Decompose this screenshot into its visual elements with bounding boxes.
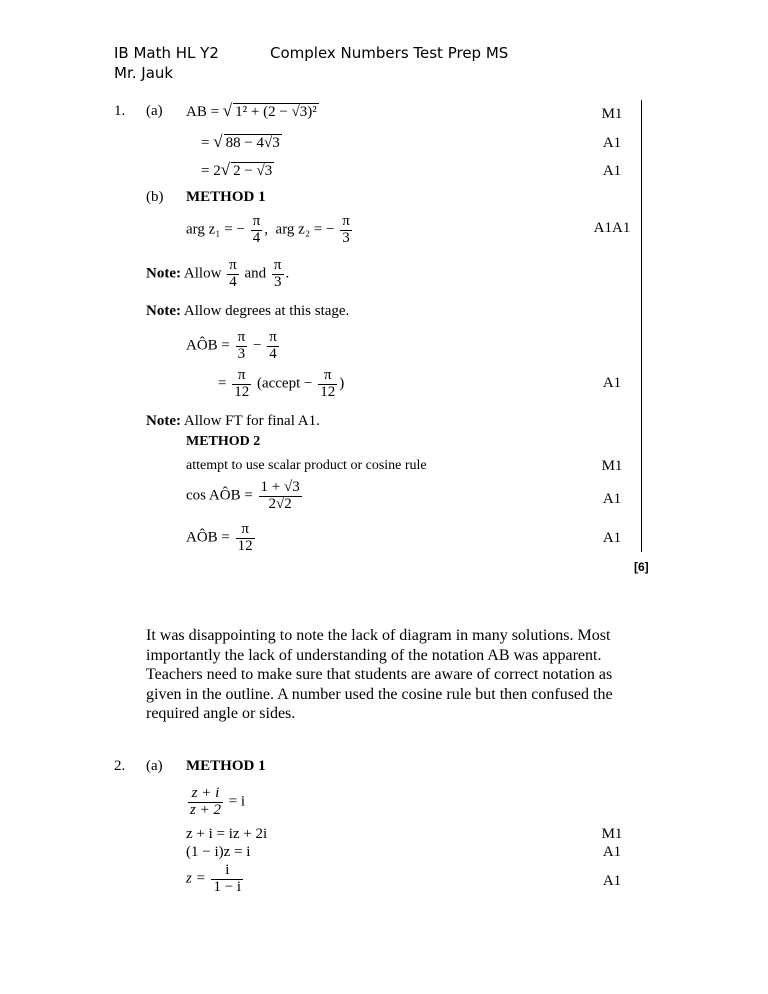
aob-final: AÔB = $\frac{\pi}{12}$ [186, 521, 253, 554]
method-2-step-1: attempt to use scalar product or cosine rule [186, 458, 427, 473]
mark-a-3: A1 [602, 163, 622, 179]
mark-m2-3: A1 [602, 530, 622, 546]
q2-step-3: (1 − i)z = i [186, 844, 251, 860]
q2-equation: $\frac{z + i}{z + 2}$ = i [190, 785, 246, 818]
q2-mark-1: M1 [601, 826, 623, 842]
method-1-heading: METHOD 1 [186, 189, 266, 205]
note-3: Note: Allow FT for final A1. [146, 413, 320, 429]
part-b-label: (b) [146, 189, 164, 205]
examiner-comment: It was disappointing to note the lack of diagram in many solutions. Most importantly the lack of understanding of the notation AB was apparent. Teachers need to make sure that students are aware of correct notation as given in the outline. A number used the cosine rule but then confused the required angle or sides. [146, 627, 613, 722]
aob-equation: AÔB = $\frac{\pi}{3}$ − $\frac{\pi}{4}$ [186, 329, 277, 362]
q2-mark-2: A1 [602, 844, 622, 860]
ab-equation: AB = √ 1² + (2 − √3)² [186, 101, 317, 120]
mark-aob: A1 [602, 375, 622, 391]
question-1-number: 1. [114, 103, 126, 119]
mark-m2-1: M1 [601, 458, 623, 474]
aob-result: = $\frac{\pi}{12}$ (accept − $\frac{\pi}{12}$ ) [218, 367, 345, 400]
mark-a-2: A1 [602, 135, 622, 151]
page-title: Complex Numbers Test Prep MS [270, 44, 509, 62]
method-2-heading: METHOD 2 [186, 434, 261, 449]
teacher-name: Mr. Jauk [114, 64, 174, 82]
q2-part-a-label: (a) [146, 758, 163, 774]
ab-step-3: = 2√ 2 − √3 [201, 160, 273, 179]
mark-a-1: M1 [601, 106, 623, 122]
arg-equations: arg z₁ = − $\frac{\pi}{4}$ , arg z₂ = − $\frac{\pi}{3}$ [186, 213, 350, 246]
question-2-number: 2. [114, 758, 126, 774]
q2-step-4: z = $\frac{i}{1 - i}$ [186, 862, 242, 895]
note-1: Note: Allow $\frac{\pi}{4}$ and $\frac{\pi}{3}$ . [146, 257, 290, 290]
part-a-label: (a) [146, 103, 163, 119]
course-title: IB Math HL Y2 [114, 44, 219, 62]
note-2: Note: Allow degrees at this stage. [146, 303, 350, 319]
q2-method-1-heading: METHOD 1 [186, 758, 266, 774]
total-marks: [6] [634, 560, 649, 574]
q2-step-2: z + i = iz + 2i [186, 826, 268, 842]
cos-aob-equation: cos AÔB = $\frac{1 + √3}{2√2}$ [186, 479, 300, 512]
q2-mark-3: A1 [602, 873, 622, 889]
mark-m2-2: A1 [602, 491, 622, 507]
mark-args: A1A1 [593, 220, 631, 236]
ab-step-2: = √ 88 − 4√3 [201, 132, 280, 151]
